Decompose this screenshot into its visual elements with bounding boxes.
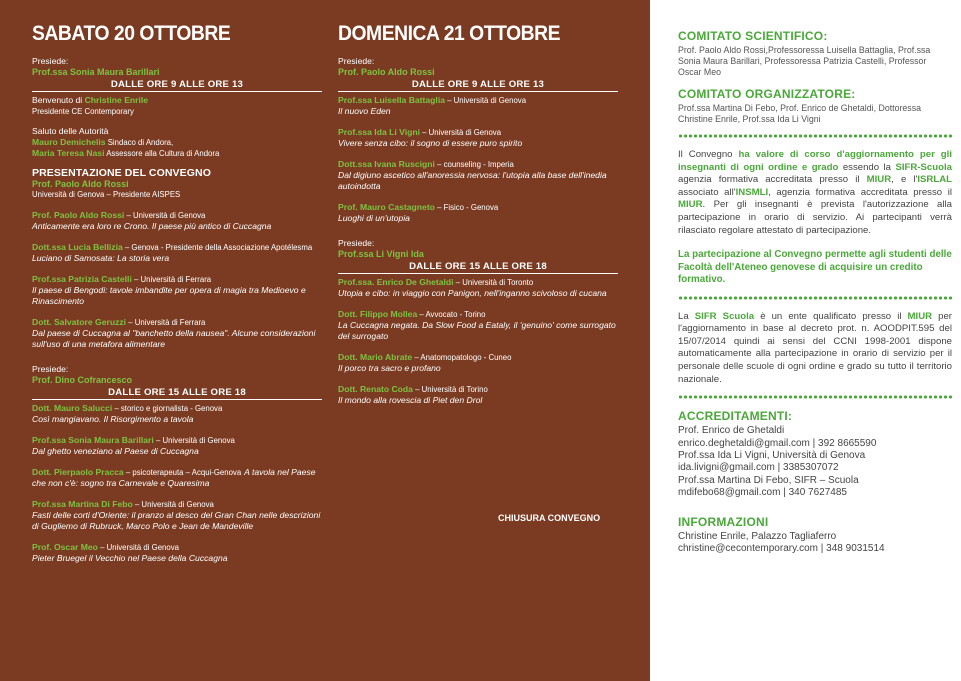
talk-title: Utopia e cibo: in viaggio con Panigon, nell'inganno scivoloso di cucana: [338, 288, 607, 298]
speaker-role: – Genova - Presidente della Associazione Apotélesma: [122, 243, 313, 252]
speaker-role: – Università di Genova: [153, 436, 235, 445]
talk-title: Il porco tra sacro e profano: [338, 363, 441, 373]
speaker-name: Dott.ssa Ivana Ruscigni: [338, 159, 435, 169]
talk-title: Vivere senza cibo: il sogno di essere puro spirito: [338, 138, 523, 148]
info-content: [678, 30, 952, 555]
presiede-2-name: Prof.ssa Li Vigni Ida: [338, 249, 424, 259]
authority-1-role: Sindaco di Andora,: [105, 138, 174, 147]
speaker-name: Dott. Pierpaolo Pracca: [32, 467, 124, 477]
authority-1: [32, 137, 322, 148]
dotted-divider: [678, 394, 952, 400]
saturday-column: [32, 0, 322, 564]
talk-title: La Cuccagna negata. Da Slow Food a Eataly, il 'genuino' come surrogato del surrogato: [338, 320, 616, 341]
sunday-afternoon-talks: [338, 277, 618, 406]
speaker-name: Prof.ssa Patrizia Castelli: [32, 274, 132, 284]
speaker-role: – Università di Genova: [419, 128, 502, 137]
text-run: ha valore di corso d'aggiornamento per gli insegnanti di ogni ordine e grado: [678, 149, 952, 173]
presiede-2-label: Presiede:: [32, 364, 69, 374]
text-run: MIUR: [866, 174, 892, 186]
contact-email[interactable]: christine@cecontemporary.com | 348 9031514: [678, 543, 885, 555]
scientific-committee-text: Prof. Paolo Aldo Rossi,Professoressa Luisella Battaglia, Prof.ssa Sonia Maura Barillari, Professoressa Patrizia Castelli, Professor Oscar Meo: [678, 45, 931, 77]
presentation-heading: PRESENTAZIONE DEL CONVEGNO: [32, 167, 211, 179]
text-run: Il Convegno: [678, 149, 739, 160]
info-panel: [650, 0, 961, 681]
talk-item: [338, 127, 618, 149]
talk-item: [32, 467, 322, 489]
speaker-role: – Anatomopatologo - Cuneo: [412, 353, 512, 362]
talk-item: [338, 202, 618, 224]
speaker-role: – Università di Toronto: [453, 278, 534, 287]
talk-item: [338, 277, 618, 299]
talk-title: Dal ghetto veneziano al Paese di Cuccagna: [32, 446, 199, 456]
presiede-name: Prof.ssa Sonia Maura Barillari: [32, 67, 160, 77]
sunday-title: DOMENICA 21 OTTOBRE: [338, 22, 561, 45]
text-run: è un ente qualificato presso il: [754, 310, 908, 322]
saluto: Saluto delle Autorità: [32, 126, 109, 136]
presiede-label: Presiede:: [32, 56, 69, 66]
speaker-name: Prof. Oscar Meo: [32, 542, 98, 552]
contact-line: Prof. Enrico de Ghetaldi: [678, 425, 785, 437]
time-slot-morning: DALLE ORE 9 ALLE ORE 13: [338, 79, 618, 92]
speaker-name: Dott. Filippo Mollea: [338, 309, 418, 319]
sunday-column: [338, 0, 618, 406]
text-run: agenzia formativa accreditata presso il: [678, 174, 867, 186]
text-run: . Per gli insegnanti è prevista l'autorizzazione alla partecipazione in orario di servizio. Ai partecipanti verrà rilasciato regolare attestato di partecipazione.: [678, 199, 952, 236]
talk-title: Anticamente era loro re Crono. Il paese più antico di Cuccagna: [32, 221, 272, 231]
time-slot-afternoon: DALLE ORE 15 ALLE ORE 18: [338, 261, 618, 274]
authority-2-role: Assessore alla Cultura di Andora: [104, 149, 220, 158]
information-contacts: [678, 531, 952, 556]
speaker-name: Prof.ssa Ida Li Vigni: [338, 127, 420, 137]
speaker-role: – Avvocato - Torino: [417, 310, 486, 319]
presentation-role: Università di Genova – Presidente AISPES: [32, 190, 181, 199]
talk-title: Così mangiavano. Il Risorgimento a tavola: [32, 414, 194, 424]
talk-item: [32, 403, 322, 425]
talk-title: Dal digiuno ascetico all'anoressia nervosa: l'utopia alla base dell'inedia autoindotta: [338, 170, 607, 191]
contact-line: Prof.ssa Martina Di Febo, SIFR – Scuola: [678, 474, 859, 486]
course-value-paragraph: [678, 149, 952, 237]
presiede-2-label: Presiede:: [338, 238, 375, 248]
presentation-name: Prof. Paolo Aldo Rossi: [32, 179, 129, 189]
text-run: associato all': [678, 186, 736, 198]
talk-title: Il nuovo Eden: [338, 106, 391, 116]
talk-item: [338, 309, 618, 342]
talk-item: [338, 95, 618, 117]
speaker-name: Dott. Salvatore Geruzzi: [32, 317, 127, 327]
contact-line: Christine Enrile, Palazzo Tagliaferro: [678, 530, 837, 542]
talk-title: Il paese di Bengodi: tavole imbandite per opera di magia tra Medioevo e Rinascimento: [32, 285, 306, 306]
speaker-name: Prof. Paolo Aldo Rossi: [32, 210, 125, 220]
speaker-role: – Università di Genova: [97, 543, 179, 552]
speaker-role: – Università di Torino: [412, 385, 488, 394]
text-run: per l'aggiornamento in base al decreto prot. n. AOODPIT.595 del 15/07/2014 quindi ai sensi del CCNI 1998-2001 dispone automaticamente alla partecipazione in orario di servizio per il personale delle scuole di ogni ordine e grado su tutto il territorio nazionale.: [678, 310, 952, 385]
speaker-role: – Università di Ferrara: [131, 275, 212, 284]
saturday-morning-talks: [32, 210, 322, 350]
contact-email[interactable]: mdifebo68@gmail.com | 340 7627485: [678, 487, 847, 499]
benvenuto-name: Christine Enrile: [84, 95, 149, 105]
speaker-role: – storico e giornalista - Genova: [112, 404, 223, 413]
contact-email[interactable]: ida.livigni@gmail.com | 3385307072: [678, 462, 839, 474]
talk-item: [338, 384, 618, 406]
time-slot-morning: DALLE ORE 9 ALLE ORE 13: [32, 79, 322, 92]
speaker-role: – Università di Genova: [124, 211, 206, 220]
authority-1-name: Mauro Demichelis: [32, 137, 106, 147]
speaker-role: – counseling - Imperia: [434, 160, 514, 169]
text-run: MIUR: [907, 310, 933, 322]
speaker-role: – Università di Genova: [132, 500, 214, 509]
information-title: INFORMAZIONI: [678, 514, 769, 529]
presiede-2-name: Prof. Dino Cofrancesco: [32, 375, 133, 385]
presiede-name: Prof. Paolo Aldo Rossi: [338, 67, 435, 77]
speaker-name: Dott. Mario Abrate: [338, 352, 413, 362]
speaker-name: Prof.ssa Sonia Maura Barillari: [32, 435, 154, 445]
talk-item: [338, 159, 618, 192]
speaker-role: – Università di Genova: [444, 96, 527, 105]
closing-label: CHIUSURA CONVEGNO: [498, 513, 601, 523]
saturday-title: SABATO 20 OTTOBRE: [32, 22, 231, 45]
accreditation-contacts: [678, 425, 952, 499]
credit-paragraph: La partecipazione al Convegno permette agli studenti delle Facoltà dell'Ateneo genovese di acquisire un credito formativo.: [678, 249, 952, 286]
organizing-committee-text: Prof.ssa Martina Di Febo, Prof. Enrico de Ghetaldi, Dottoressa Christine Enrile, Prof.ssa Ida Li Vigni: [678, 103, 921, 124]
talk-item: [32, 435, 322, 457]
speaker-name: Dott.ssa Lucia Bellizia: [32, 242, 123, 252]
speaker-role: – Università di Ferrara: [126, 318, 206, 327]
benvenuto-role: Presidente CE Contemporary: [32, 107, 134, 116]
talk-title: A tavola nel Paese che non c'è: sogno tra Carnevale e Quaresima: [32, 467, 316, 488]
saturday-afternoon-talks: [32, 403, 322, 564]
text-run: ISRLAL: [917, 174, 953, 186]
talk-title: Il mondo alla rovescia di Piet den Drol: [338, 395, 483, 405]
contact-line: Prof.ssa Ida Li Vigni, Università di Genova: [678, 450, 866, 462]
speaker-name: Prof. Mauro Castagneto: [338, 202, 435, 212]
time-slot-afternoon: DALLE ORE 15 ALLE ORE 18: [32, 387, 322, 400]
speaker-name: Prof.ssa. Enrico De Ghetaldi: [338, 277, 454, 287]
presiede-label: Presiede:: [338, 56, 375, 66]
contact-email[interactable]: enrico.deghetaldi@gmail.com | 392 8665590: [678, 437, 877, 449]
text-run: INSMLI: [735, 186, 769, 198]
talk-item: [32, 242, 322, 264]
talk-title: Fasti delle corti d'Oriente: il pranzo al desco del Gran Chan nelle descrizioni di Gugliemo di Rubruck, Marco Polo e Jean de Mandeville: [32, 510, 321, 531]
text-run: SIFR-Scuola: [895, 161, 952, 173]
talk-item: [338, 352, 618, 374]
speaker-name: Prof.ssa Martina Di Febo: [32, 499, 133, 509]
speaker-name: Prof.ssa Luisella Battaglia: [338, 95, 445, 105]
authority-2: [32, 148, 322, 159]
text-run: MIUR: [678, 199, 703, 211]
talk-item: [32, 317, 322, 350]
authority-2-name: Maria Teresa Nasi: [32, 148, 105, 158]
speaker-role: – psicoterapeuta – Acqui-Genova: [123, 468, 242, 477]
speaker-name: Dott. Mauro Salucci: [32, 403, 113, 413]
dotted-divider: [678, 295, 952, 301]
talk-item: [32, 274, 322, 307]
text-run: SIFR Scuola: [694, 310, 755, 322]
organizing-committee-title: COMITATO ORGANIZZATORE:: [678, 87, 856, 101]
speaker-name: Dott. Renato Coda: [338, 384, 413, 394]
talk-title: Dal paese di Cuccagna al "banchetto della nausea". Alcune considerazioni sull'uso di una metafora alimentare: [32, 328, 316, 349]
accreditation-title: ACCREDITAMENTI:: [678, 409, 793, 424]
scientific-committee-title: COMITATO SCIENTIFICO:: [678, 29, 828, 43]
text-run: , e l': [891, 174, 918, 186]
text-run: La: [678, 310, 695, 322]
talk-title: Luoghi di un'utopia: [338, 213, 410, 223]
text-run: , agenzia formativa accreditata presso il: [768, 186, 952, 198]
sunday-morning-talks: [338, 95, 618, 224]
benvenuto: [32, 95, 322, 106]
text-run: essendo la: [838, 161, 896, 173]
speaker-role: – Fisico - Genova: [434, 203, 499, 212]
talk-item: [32, 542, 322, 564]
sifr-paragraph: [678, 311, 952, 387]
talk-title: Luciano di Samosata: La storia vera: [32, 253, 170, 263]
talk-item: [32, 210, 322, 232]
talk-title: Pieter Bruegel il Vecchio nel Paese della Cuccagna: [32, 553, 228, 563]
benvenuto-pre: Benvenuto di: [32, 95, 85, 105]
talk-item: [32, 499, 322, 532]
dotted-divider: [678, 133, 952, 139]
